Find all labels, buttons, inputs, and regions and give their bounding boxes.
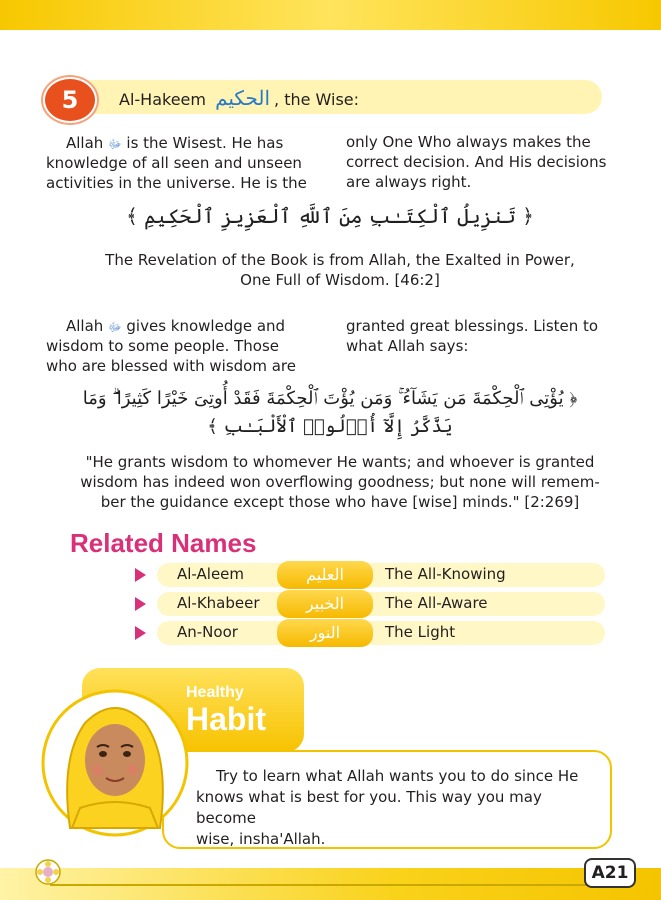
related-name-arabic: الخبير xyxy=(277,590,373,618)
para1-left-text: is the Wisest. He has xyxy=(126,134,284,152)
habit-text-line2: knows what is best for you. This way you may become xyxy=(196,788,542,827)
para1-left-line3: activities in the universe. He is the xyxy=(46,174,307,192)
para2-right-line1: granted great blessings. Listen to xyxy=(346,317,599,335)
bottom-rule xyxy=(50,884,590,886)
pink-arrow-icon xyxy=(135,597,146,611)
habit-text-line3: wise, insha'Allah. xyxy=(196,830,326,848)
para2-left-line2: wisdom to some people. Those xyxy=(46,337,280,355)
verse2-arabic-line2: يَذَّكَّرُ إِلَّآ أُو۟لُوا۟ ٱلْأَلْبَـٰبِ ﴾ xyxy=(207,416,453,437)
para1-right-line3: are always right. xyxy=(346,173,472,191)
name-arabic: الحكيم xyxy=(215,86,271,110)
salla-symbol-icon: ﷻ xyxy=(108,137,122,151)
verse1-translation-line1: The Revelation of the Book is from Allah, the Exalted in Power, xyxy=(105,251,575,269)
flower-ornament-icon xyxy=(34,858,62,886)
para2-left-line1 xyxy=(66,316,285,337)
name-heading xyxy=(119,86,359,110)
related-names-title: Related Names xyxy=(70,528,257,558)
pink-arrow-icon xyxy=(135,626,146,640)
para1-left-line2: knowledge of all seen and unseen xyxy=(46,154,302,172)
top-border-band xyxy=(0,0,661,30)
related-name-row xyxy=(135,563,605,587)
para1-right-line1: only One Who always makes the xyxy=(346,133,591,151)
name-meaning: , the Wise: xyxy=(274,90,360,109)
related-name-meaning: The Light xyxy=(385,623,456,641)
related-name-arabic: النور xyxy=(277,619,373,647)
girl-in-hijab-illustration xyxy=(40,678,190,838)
para1-allah: Allah xyxy=(66,134,104,152)
verse2-translation-line3: ber the guidance except those who have [wise] minds." [2:269] xyxy=(100,493,580,511)
verse2-arabic-line1: ﴿ يُؤْتِى ٱلْحِكْمَةَ مَن يَشَآءُ ۚ وَمَن يُؤْتَ ٱلْحِكْمَةَ فَقَدْ أُوتِىَ خَيْرًا كَثِيرًا ۗ وَمَا xyxy=(82,388,578,409)
related-name-meaning: The All-Aware xyxy=(385,594,488,612)
name-number-badge: 5 xyxy=(43,77,97,123)
para1-right-line2: correct decision. And His decisions xyxy=(346,153,607,171)
related-name-row xyxy=(135,592,605,616)
para2-allah: Allah xyxy=(66,317,104,335)
salla-symbol-icon: ﷻ xyxy=(108,320,122,334)
verse2-translation-line2: wisdom has indeed won overflowing goodness; but none will remem- xyxy=(80,473,600,491)
verse1-arabic: ﴿ تَنزِيلُ ٱلْكِتَـٰبِ مِنَ ٱللَّهِ ٱلْعَزِيزِ ٱلْحَكِيمِ ﴾ xyxy=(126,204,534,228)
name-transliteration: Al-Hakeem xyxy=(119,90,206,109)
related-name-row xyxy=(135,621,605,645)
para2-left-text: gives knowledge and xyxy=(126,317,286,335)
habit-text-line1: Try to learn what Allah wants you to do since He xyxy=(216,767,579,785)
related-name-arabic: العليم xyxy=(277,561,373,589)
related-name-meaning: The All-Knowing xyxy=(385,565,506,583)
related-name-english: Al-Khabeer xyxy=(177,594,260,612)
related-name-english: Al-Aleem xyxy=(177,565,245,583)
healthy-habit-label: Healthy xyxy=(186,684,244,701)
pink-arrow-icon xyxy=(135,568,146,582)
verse1-translation-line2: One Full of Wisdom. [46:2] xyxy=(240,271,440,289)
para1-left-line1 xyxy=(66,133,283,154)
related-name-english: An-Noor xyxy=(177,623,238,641)
page-number: A21 xyxy=(584,858,636,888)
healthy-habit-text xyxy=(196,766,596,850)
healthy-habit-title: Habit xyxy=(186,701,266,737)
verse2-translation-line1: "He grants wisdom to whomever He wants; and whoever is granted xyxy=(85,453,595,471)
para2-left-line3: who are blessed with wisdom are xyxy=(46,357,296,375)
para2-right-line2: what Allah says: xyxy=(346,337,469,355)
